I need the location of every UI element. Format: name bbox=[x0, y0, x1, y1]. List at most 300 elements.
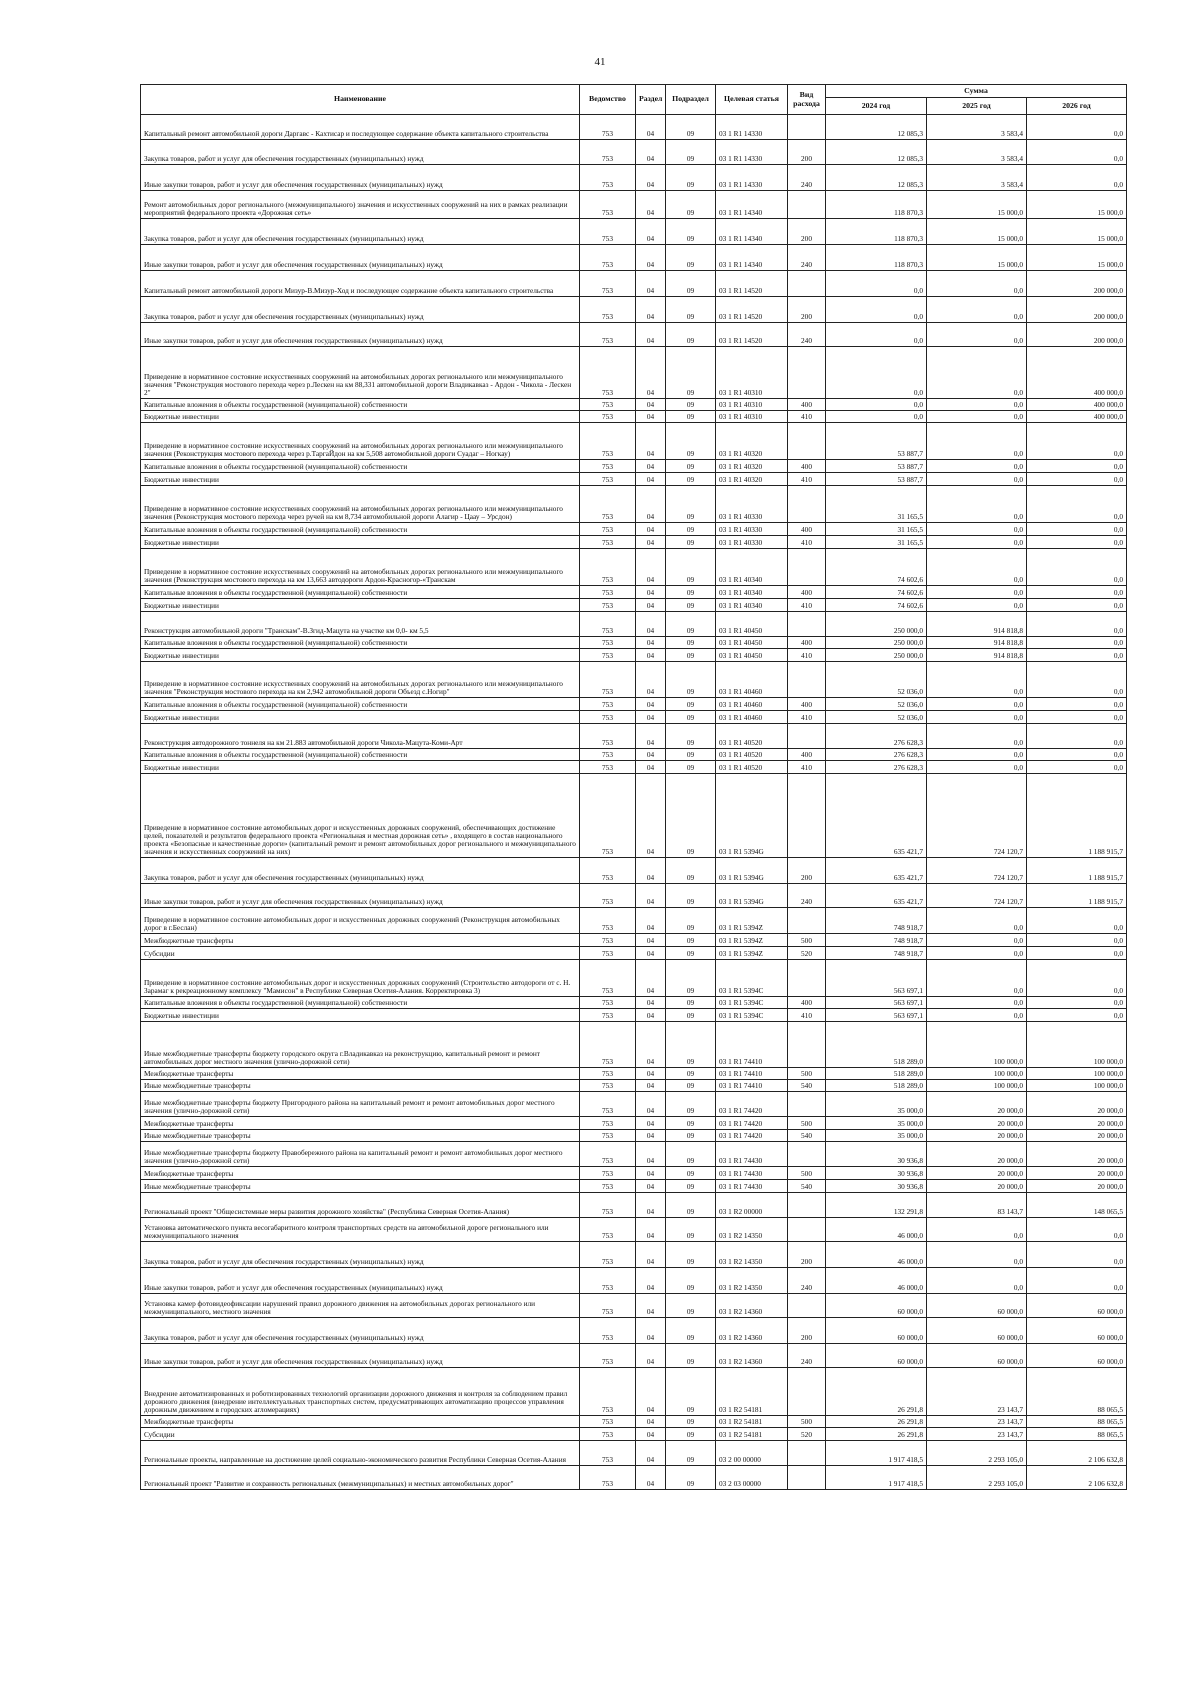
podrazd: 09 bbox=[666, 774, 716, 858]
sum-2025: 0,0 bbox=[927, 1009, 1027, 1022]
expense-type: 400 bbox=[788, 637, 826, 649]
sum-2025: 20 000,0 bbox=[927, 1167, 1027, 1180]
target-article: 03 1 R1 74430 bbox=[716, 1180, 788, 1193]
sum-2026: 0,0 bbox=[1027, 749, 1127, 761]
razd: 04 bbox=[636, 1428, 666, 1441]
podrazd: 09 bbox=[666, 1242, 716, 1268]
expense-type: 410 bbox=[788, 711, 826, 724]
sum-2026: 200 000,0 bbox=[1027, 323, 1127, 347]
sum-2024: 250 000,0 bbox=[826, 612, 927, 637]
sum-2024: 118 870,3 bbox=[826, 219, 927, 245]
podrazd: 09 bbox=[666, 724, 716, 749]
expense-type: 400 bbox=[788, 460, 826, 473]
razd: 04 bbox=[636, 486, 666, 523]
sum-2026: 0,0 bbox=[1027, 698, 1127, 711]
table-row bbox=[141, 649, 1127, 662]
sum-2024: 0,0 bbox=[826, 271, 927, 297]
sum-2025: 0,0 bbox=[927, 423, 1027, 460]
sum-2024: 276 628,3 bbox=[826, 761, 927, 774]
razd: 04 bbox=[636, 1441, 666, 1466]
ved: 753 bbox=[580, 1092, 636, 1117]
row-name: Приведение в нормативное состояние искусственных сооружений на автомобильных дорогах регионального или межмуниципального значения (Реконструкция мостового перехода через ручей на км 8,734 автомобильной дороги Алагир - Цаау – Урсдон) bbox=[141, 486, 580, 523]
sum-2024: 132 291,8 bbox=[826, 1193, 927, 1218]
sum-2024: 563 697,1 bbox=[826, 960, 927, 997]
row-name: Ремонт автомобильных дорог регионального (межмуниципального) значения и искусственных сооружений на них в рамках реализации мероприятий федерального проекта «Дорожная сеть» bbox=[141, 191, 580, 219]
sum-2026: 20 000,0 bbox=[1027, 1092, 1127, 1117]
ved: 753 bbox=[580, 323, 636, 347]
expense-type: 240 bbox=[788, 884, 826, 908]
razd: 04 bbox=[636, 1466, 666, 1490]
razd: 04 bbox=[636, 1142, 666, 1167]
podrazd: 09 bbox=[666, 612, 716, 637]
row-name: Закупка товаров, работ и услуг для обеспечения государственных (муниципальных) нужд bbox=[141, 219, 580, 245]
table-row bbox=[141, 1416, 1127, 1428]
target-article: 03 1 R1 40450 bbox=[716, 649, 788, 662]
sum-2026: 15 000,0 bbox=[1027, 191, 1127, 219]
target-article: 03 1 R1 40330 bbox=[716, 536, 788, 549]
sum-2024: 53 887,7 bbox=[826, 423, 927, 460]
sum-2026: 1 188 915,7 bbox=[1027, 884, 1127, 908]
expense-type bbox=[788, 960, 826, 997]
sum-2025: 0,0 bbox=[927, 486, 1027, 523]
table-row bbox=[141, 1022, 1127, 1068]
row-name: Капитальные вложения в объекты государственной (муниципальной) собственности bbox=[141, 460, 580, 473]
sum-2026: 100 000,0 bbox=[1027, 1068, 1127, 1080]
expense-type: 540 bbox=[788, 1180, 826, 1193]
table-row bbox=[141, 219, 1127, 245]
razd: 04 bbox=[636, 662, 666, 698]
ved: 753 bbox=[580, 297, 636, 323]
sum-2026: 20 000,0 bbox=[1027, 1130, 1127, 1142]
table-row bbox=[141, 115, 1127, 140]
expense-type: 200 bbox=[788, 140, 826, 165]
target-article: 03 1 R1 14340 bbox=[716, 191, 788, 219]
sum-2024: 74 602,6 bbox=[826, 599, 927, 612]
sum-2025: 0,0 bbox=[927, 761, 1027, 774]
razd: 04 bbox=[636, 1022, 666, 1068]
expense-type: 500 bbox=[788, 934, 826, 947]
ved: 753 bbox=[580, 711, 636, 724]
ved: 753 bbox=[580, 347, 636, 399]
podrazd: 09 bbox=[666, 271, 716, 297]
ved: 753 bbox=[580, 219, 636, 245]
row-name: Субсидии bbox=[141, 1428, 580, 1441]
sum-2025: 0,0 bbox=[927, 297, 1027, 323]
target-article: 03 1 R2 14350 bbox=[716, 1218, 788, 1242]
table-row bbox=[141, 1441, 1127, 1466]
razd: 04 bbox=[636, 271, 666, 297]
sum-2026: 2 106 632,8 bbox=[1027, 1466, 1127, 1490]
ved: 753 bbox=[580, 1068, 636, 1080]
sum-2025: 0,0 bbox=[927, 960, 1027, 997]
razd: 04 bbox=[636, 1092, 666, 1117]
table-row bbox=[141, 960, 1127, 997]
expense-type: 410 bbox=[788, 473, 826, 486]
expense-type bbox=[788, 1368, 826, 1416]
podrazd: 09 bbox=[666, 1268, 716, 1294]
sum-2026: 0,0 bbox=[1027, 460, 1127, 473]
row-name: Региональные проекты, направленные на достижение целей социально-экономического развития Республики Северная Осетия-Алания bbox=[141, 1441, 580, 1466]
target-article: 03 1 R1 5394G bbox=[716, 774, 788, 858]
ved: 753 bbox=[580, 473, 636, 486]
target-article: 03 1 R1 40320 bbox=[716, 473, 788, 486]
table-row bbox=[141, 536, 1127, 549]
sum-2025: 914 818,8 bbox=[927, 637, 1027, 649]
target-article: 03 1 R1 5394G bbox=[716, 858, 788, 884]
target-article: 03 1 R1 74420 bbox=[716, 1117, 788, 1130]
sum-2024: 31 165,5 bbox=[826, 523, 927, 536]
ved: 753 bbox=[580, 1268, 636, 1294]
sum-2025: 0,0 bbox=[927, 347, 1027, 399]
razd: 04 bbox=[636, 711, 666, 724]
expense-type: 200 bbox=[788, 1318, 826, 1344]
podrazd: 09 bbox=[666, 698, 716, 711]
razd: 04 bbox=[636, 219, 666, 245]
sum-2026: 0,0 bbox=[1027, 934, 1127, 947]
razd: 04 bbox=[636, 612, 666, 637]
sum-2026: 0,0 bbox=[1027, 1242, 1127, 1268]
target-article: 03 1 R1 14330 bbox=[716, 165, 788, 191]
table-row bbox=[141, 1294, 1127, 1318]
ved: 753 bbox=[580, 599, 636, 612]
ved: 753 bbox=[580, 1441, 636, 1466]
row-name: Бюджетные инвестиции bbox=[141, 473, 580, 486]
sum-2025: 60 000,0 bbox=[927, 1294, 1027, 1318]
sum-2025: 100 000,0 bbox=[927, 1022, 1027, 1068]
sum-2024: 635 421,7 bbox=[826, 858, 927, 884]
target-article: 03 1 R1 74420 bbox=[716, 1130, 788, 1142]
table-row bbox=[141, 908, 1127, 934]
ved: 753 bbox=[580, 1142, 636, 1167]
table-row bbox=[141, 297, 1127, 323]
table-row bbox=[141, 1344, 1127, 1368]
header-name: Наименование bbox=[141, 85, 580, 115]
sum-2024: 518 289,0 bbox=[826, 1080, 927, 1092]
sum-2025: 20 000,0 bbox=[927, 1142, 1027, 1167]
expense-type bbox=[788, 191, 826, 219]
sum-2024: 52 036,0 bbox=[826, 711, 927, 724]
sum-2025: 3 583,4 bbox=[927, 115, 1027, 140]
razd: 04 bbox=[636, 165, 666, 191]
razd: 04 bbox=[636, 347, 666, 399]
sum-2024: 563 697,1 bbox=[826, 997, 927, 1009]
podrazd: 09 bbox=[666, 761, 716, 774]
ved: 753 bbox=[580, 662, 636, 698]
target-article: 03 1 R1 74410 bbox=[716, 1068, 788, 1080]
sum-2025: 0,0 bbox=[927, 599, 1027, 612]
target-article: 03 1 R1 5394C bbox=[716, 997, 788, 1009]
ved: 753 bbox=[580, 1117, 636, 1130]
table-row bbox=[141, 698, 1127, 711]
table-row bbox=[141, 1092, 1127, 1117]
razd: 04 bbox=[636, 599, 666, 612]
table-row bbox=[141, 1242, 1127, 1268]
sum-2024: 635 421,7 bbox=[826, 774, 927, 858]
sum-2026: 20 000,0 bbox=[1027, 1117, 1127, 1130]
expense-type bbox=[788, 347, 826, 399]
row-name: Закупка товаров, работ и услуг для обеспечения государственных (муниципальных) нужд bbox=[141, 140, 580, 165]
ved: 753 bbox=[580, 960, 636, 997]
expense-type bbox=[788, 1022, 826, 1068]
sum-2024: 52 036,0 bbox=[826, 698, 927, 711]
expense-type: 200 bbox=[788, 1242, 826, 1268]
ved: 753 bbox=[580, 637, 636, 649]
sum-2025: 23 143,7 bbox=[927, 1368, 1027, 1416]
header-sum: Сумма bbox=[826, 85, 1127, 98]
row-name: Приведение в нормативное состояние искусственных сооружений на автомобильных дорогах регионального или межмуниципального значения "Реконструкция мостового перехода на км 2,942 автомобильной дороги Объезд с.Ногир" bbox=[141, 662, 580, 698]
target-article: 03 1 R2 54181 bbox=[716, 1416, 788, 1428]
podrazd: 09 bbox=[666, 399, 716, 411]
row-name: Закупка товаров, работ и услуг для обеспечения государственных (муниципальных) нужд bbox=[141, 297, 580, 323]
table-row bbox=[141, 1130, 1127, 1142]
razd: 04 bbox=[636, 1294, 666, 1318]
razd: 04 bbox=[636, 536, 666, 549]
target-article: 03 1 R1 40460 bbox=[716, 698, 788, 711]
ved: 753 bbox=[580, 423, 636, 460]
ved: 753 bbox=[580, 271, 636, 297]
expense-type bbox=[788, 662, 826, 698]
razd: 04 bbox=[636, 549, 666, 586]
sum-2025: 0,0 bbox=[927, 323, 1027, 347]
sum-2025: 0,0 bbox=[927, 947, 1027, 960]
target-article: 03 1 R1 40320 bbox=[716, 423, 788, 460]
row-name: Межбюджетные трансферты bbox=[141, 1117, 580, 1130]
razd: 04 bbox=[636, 1117, 666, 1130]
sum-2026: 0,0 bbox=[1027, 536, 1127, 549]
table-row bbox=[141, 599, 1127, 612]
sum-2025: 0,0 bbox=[927, 586, 1027, 599]
sum-2024: 52 036,0 bbox=[826, 662, 927, 698]
sum-2024: 35 000,0 bbox=[826, 1117, 927, 1130]
ved: 753 bbox=[580, 934, 636, 947]
target-article: 03 1 R1 40340 bbox=[716, 599, 788, 612]
budget-table bbox=[140, 84, 1127, 1490]
ved: 753 bbox=[580, 1180, 636, 1193]
razd: 04 bbox=[636, 1344, 666, 1368]
razd: 04 bbox=[636, 908, 666, 934]
table-row bbox=[141, 1142, 1127, 1167]
sum-2026: 0,0 bbox=[1027, 523, 1127, 536]
target-article: 03 1 R2 14350 bbox=[716, 1268, 788, 1294]
sum-2026: 0,0 bbox=[1027, 1268, 1127, 1294]
ved: 753 bbox=[580, 649, 636, 662]
sum-2025: 3 583,4 bbox=[927, 165, 1027, 191]
podrazd: 09 bbox=[666, 1368, 716, 1416]
razd: 04 bbox=[636, 523, 666, 536]
row-name: Бюджетные инвестиции bbox=[141, 599, 580, 612]
expense-type: 400 bbox=[788, 698, 826, 711]
target-article: 03 1 R1 5394Z bbox=[716, 934, 788, 947]
row-name: Капитальные вложения в объекты государственной (муниципальной) собственности bbox=[141, 523, 580, 536]
expense-type: 240 bbox=[788, 1344, 826, 1368]
sum-2024: 250 000,0 bbox=[826, 637, 927, 649]
ved: 753 bbox=[580, 724, 636, 749]
sum-2024: 31 165,5 bbox=[826, 536, 927, 549]
sum-2025: 0,0 bbox=[927, 908, 1027, 934]
table-row bbox=[141, 1218, 1127, 1242]
sum-2024: 12 085,3 bbox=[826, 115, 927, 140]
row-name: Иные закупки товаров, работ и услуг для обеспечения государственных (муниципальных) нужд bbox=[141, 323, 580, 347]
ved: 753 bbox=[580, 1428, 636, 1441]
sum-2025: 23 143,7 bbox=[927, 1416, 1027, 1428]
sum-2025: 914 818,8 bbox=[927, 649, 1027, 662]
podrazd: 09 bbox=[666, 934, 716, 947]
table-row bbox=[141, 749, 1127, 761]
sum-2026: 0,0 bbox=[1027, 140, 1127, 165]
ved: 753 bbox=[580, 774, 636, 858]
podrazd: 09 bbox=[666, 140, 716, 165]
sum-2024: 276 628,3 bbox=[826, 749, 927, 761]
sum-2025: 2 293 105,0 bbox=[927, 1466, 1027, 1490]
ved: 753 bbox=[580, 1218, 636, 1242]
target-article: 03 1 R1 40460 bbox=[716, 711, 788, 724]
target-article: 03 2 00 00000 bbox=[716, 1441, 788, 1466]
row-name: Приведение в нормативное состояние автомобильных дорог и искусственных дорожных сооружений (Строительство автодороги от с. Н. Зарамаг к рекреационному комплексу "Мамисон" в Республике Северная Осетия-Алания. Корректировка 3) bbox=[141, 960, 580, 997]
sum-2025: 0,0 bbox=[927, 662, 1027, 698]
table-row bbox=[141, 323, 1127, 347]
table-row bbox=[141, 549, 1127, 586]
podrazd: 09 bbox=[666, 1092, 716, 1117]
row-name: Капитальный ремонт автомобильной дороги Мизур-В.Мизур-Ход и последующее содержание объекта капитального строительства bbox=[141, 271, 580, 297]
podrazd: 09 bbox=[666, 1441, 716, 1466]
target-article: 03 1 R1 5394Z bbox=[716, 947, 788, 960]
target-article: 03 1 R1 14340 bbox=[716, 219, 788, 245]
sum-2025: 0,0 bbox=[927, 711, 1027, 724]
razd: 04 bbox=[636, 473, 666, 486]
sum-2024: 118 870,3 bbox=[826, 191, 927, 219]
ved: 753 bbox=[580, 460, 636, 473]
target-article: 03 1 R1 74410 bbox=[716, 1080, 788, 1092]
row-name: Внедрение автоматизированных и роботизированных технологий организации дорожного движения и контроля за соблюдением правил дорожного движения (внедрение интеллектуальных транспортных систем, предусматривающих автоматизацию процессов управления дорожным движением в городских агломерациях) bbox=[141, 1368, 580, 1416]
expense-type: 200 bbox=[788, 219, 826, 245]
ved: 753 bbox=[580, 612, 636, 637]
sum-2024: 635 421,7 bbox=[826, 884, 927, 908]
razd: 04 bbox=[636, 1080, 666, 1092]
sum-2024: 1 917 418,5 bbox=[826, 1466, 927, 1490]
sum-2024: 60 000,0 bbox=[826, 1344, 927, 1368]
sum-2025: 0,0 bbox=[927, 549, 1027, 586]
ved: 753 bbox=[580, 997, 636, 1009]
ved: 753 bbox=[580, 536, 636, 549]
sum-2024: 31 165,5 bbox=[826, 486, 927, 523]
razd: 04 bbox=[636, 858, 666, 884]
target-article: 03 1 R1 40330 bbox=[716, 486, 788, 523]
target-article: 03 1 R1 40460 bbox=[716, 662, 788, 698]
sum-2024: 518 289,0 bbox=[826, 1022, 927, 1068]
podrazd: 09 bbox=[666, 1009, 716, 1022]
expense-type: 410 bbox=[788, 411, 826, 423]
podrazd: 09 bbox=[666, 1130, 716, 1142]
row-name: Бюджетные инвестиции bbox=[141, 649, 580, 662]
expense-type bbox=[788, 486, 826, 523]
target-article: 03 1 R1 40450 bbox=[716, 612, 788, 637]
razd: 04 bbox=[636, 649, 666, 662]
expense-type bbox=[788, 549, 826, 586]
target-article: 03 1 R1 14520 bbox=[716, 323, 788, 347]
sum-2025: 0,0 bbox=[927, 536, 1027, 549]
podrazd: 09 bbox=[666, 219, 716, 245]
table-row bbox=[141, 399, 1127, 411]
podrazd: 09 bbox=[666, 473, 716, 486]
razd: 04 bbox=[636, 724, 666, 749]
target-article: 03 1 R1 40520 bbox=[716, 761, 788, 774]
target-article: 03 1 R1 40330 bbox=[716, 523, 788, 536]
podrazd: 09 bbox=[666, 1117, 716, 1130]
razd: 04 bbox=[636, 1068, 666, 1080]
expense-type: 410 bbox=[788, 599, 826, 612]
ved: 753 bbox=[580, 586, 636, 599]
expense-type: 410 bbox=[788, 649, 826, 662]
expense-type: 400 bbox=[788, 749, 826, 761]
ved: 753 bbox=[580, 1130, 636, 1142]
sum-2026: 1 188 915,7 bbox=[1027, 774, 1127, 858]
row-name: Капитальные вложения в объекты государственной (муниципальной) собственности bbox=[141, 399, 580, 411]
razd: 04 bbox=[636, 761, 666, 774]
expense-type bbox=[788, 271, 826, 297]
ved: 753 bbox=[580, 1242, 636, 1268]
podrazd: 09 bbox=[666, 460, 716, 473]
row-name: Региональный проект "Общесистемные меры развития дорожного хозяйства" (Республика Северная Осетия-Алания) bbox=[141, 1193, 580, 1218]
expense-type: 240 bbox=[788, 323, 826, 347]
sum-2024: 26 291,8 bbox=[826, 1416, 927, 1428]
ved: 753 bbox=[580, 1009, 636, 1022]
razd: 04 bbox=[636, 191, 666, 219]
row-name: Иные межбюджетные трансферты бюджету городского округа г.Владикавказ на реконструкцию, капитальный ремонт и ремонт автомобильных дорог местного значения (улично-дорожной сети) bbox=[141, 1022, 580, 1068]
row-name: Межбюджетные трансферты bbox=[141, 1167, 580, 1180]
table-row bbox=[141, 523, 1127, 536]
table-row bbox=[141, 1368, 1127, 1416]
podrazd: 09 bbox=[666, 884, 716, 908]
podrazd: 09 bbox=[666, 947, 716, 960]
podrazd: 09 bbox=[666, 908, 716, 934]
sum-2024: 0,0 bbox=[826, 399, 927, 411]
sum-2025: 724 120,7 bbox=[927, 858, 1027, 884]
razd: 04 bbox=[636, 1416, 666, 1428]
sum-2025: 0,0 bbox=[927, 473, 1027, 486]
header-razd: Раздел bbox=[636, 85, 666, 115]
expense-type: 200 bbox=[788, 297, 826, 323]
sum-2026: 20 000,0 bbox=[1027, 1142, 1127, 1167]
row-name: Капитальные вложения в объекты государственной (муниципальной) собственности bbox=[141, 586, 580, 599]
podrazd: 09 bbox=[666, 960, 716, 997]
podrazd: 09 bbox=[666, 423, 716, 460]
expense-type: 410 bbox=[788, 536, 826, 549]
sum-2025: 0,0 bbox=[927, 523, 1027, 536]
table-row bbox=[141, 1268, 1127, 1294]
expense-type bbox=[788, 1218, 826, 1242]
podrazd: 09 bbox=[666, 245, 716, 271]
ved: 753 bbox=[580, 399, 636, 411]
podrazd: 09 bbox=[666, 1080, 716, 1092]
sum-2025: 15 000,0 bbox=[927, 219, 1027, 245]
podrazd: 09 bbox=[666, 523, 716, 536]
ved: 753 bbox=[580, 523, 636, 536]
row-name: Установка автоматического пункта весогабаритного контроля транспортных средств на автомобильной дороге регионального или межмуниципального значения bbox=[141, 1218, 580, 1242]
ved: 753 bbox=[580, 698, 636, 711]
target-article: 03 1 R1 14520 bbox=[716, 271, 788, 297]
sum-2025: 15 000,0 bbox=[927, 191, 1027, 219]
row-name: Иные межбюджетные трансферты бюджету Пригородного района на капитальный ремонт и ремонт автомобильных дорог местного значения (улично-дорожной сети) bbox=[141, 1092, 580, 1117]
sum-2025: 914 818,8 bbox=[927, 612, 1027, 637]
ved: 753 bbox=[580, 1344, 636, 1368]
table-row bbox=[141, 1180, 1127, 1193]
podrazd: 09 bbox=[666, 486, 716, 523]
sum-2026: 100 000,0 bbox=[1027, 1080, 1127, 1092]
sum-2024: 0,0 bbox=[826, 411, 927, 423]
expense-type: 520 bbox=[788, 947, 826, 960]
row-name: Реконструкция автодорожного тоннеля на км 21.883 автомобильной дороги Чикола-Мацута-Коми-Арт bbox=[141, 724, 580, 749]
podrazd: 09 bbox=[666, 997, 716, 1009]
